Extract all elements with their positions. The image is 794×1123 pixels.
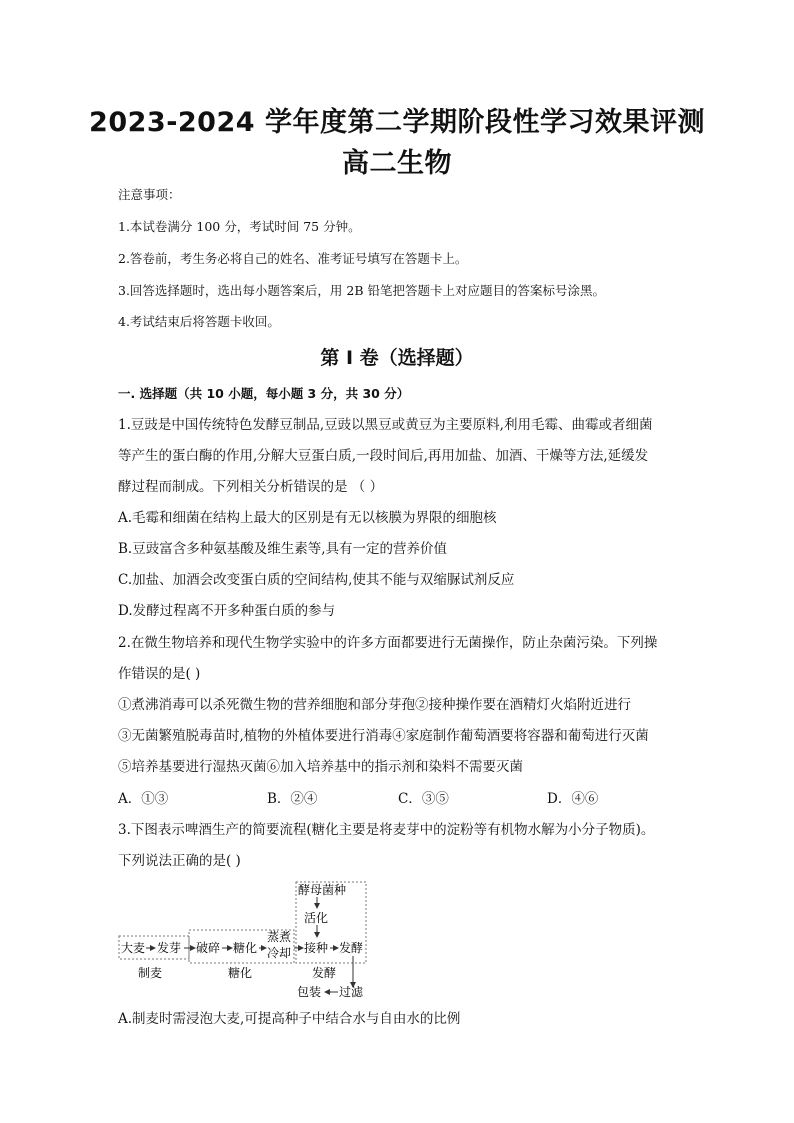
q2-option-c: C．③⑤ [398,791,449,807]
q3-stem-line: 下列说法正确的是( ) [118,853,241,869]
saccharify-label: 糖化 [233,941,258,955]
q1-stem-line: 1.豆豉是中国传统特色发酵豆制品,豆豉以黑豆或黄豆为主要原料,利用毛霉、曲霉或者细菌 [118,417,653,433]
steam-label: 蒸煮 [267,930,292,944]
package-label: 包装 [297,985,322,999]
section-title: 第 I 卷（选择题） [320,347,474,369]
q1-stem-line: 酵过程而制成。下列相关分析错误的是 （ ） [118,479,384,495]
q1-stem-line: 等产生的蛋白酶的作用,分解大豆蛋白质,一段时间后,再用加盐、加酒、干燥等方法,延缓发 [118,448,649,464]
cool-label: 冷却 [267,946,292,960]
note-item: 2.答卷前，考生务必将自己的姓名、准考证号填写在答题卡上。 [118,251,468,266]
beer-process-diagram [110,875,380,1000]
crush-label: 破碎 [196,941,221,955]
q3-stem-line: 3.下图表示啤酒生产的简要流程(糖化主要是将麦芽中的淀粉等有机物水解为小分子物质)。 [118,822,655,838]
q1-option-b: B.豆豉富含多种氨基酸及维生素等,具有一定的营养价值 [118,541,448,557]
q2-statement: ⑤培养基要进行湿热灭菌⑥加入培养基中的指示剂和染料不需要灭菌 [118,759,523,775]
q3-option-a: A.制麦时需浸泡大麦,可提高种子中结合水与自由水的比例 [118,1011,461,1027]
activate-label: 活化 [304,911,329,925]
q2-stem-line: 2.在微生物培养和现代生物学实验中的许多方面都要进行无菌操作，防止杂菌污染。下列操 [118,635,658,651]
q2-option-b: B．②④ [267,791,318,807]
yeast-label: 酵母菌种 [298,883,347,897]
section-subtitle: 一. 选择题（共 10 小题，每小题 3 分，共 30 分） [118,386,410,401]
q1-option-a: A.毛霉和细菌在结构上最大的区别是有无以核膜为界限的细胞核 [118,510,497,526]
ferment-label: 发酵 [339,941,364,955]
sprout-label: 发芽 [157,941,182,955]
stage-fermentation: 发酵 [312,966,337,980]
exam-subject: 高二生物 [342,148,452,179]
q2-statement: ①煮沸消毒可以杀死微生物的营养细胞和部分芽孢②接种操作要在酒精灯火焰附近进行 [118,697,631,713]
q2-statement: ③无菌繁殖脱毒苗时,植物的外植体要进行消毒④家庭制作葡萄酒要将容器和葡萄进行灭菌 [118,728,649,744]
q1-option-d: D.发酵过程离不开多种蛋白质的参与 [118,603,336,619]
notes-heading: 注意事项： [118,187,181,202]
exam-title: 2023-2024 学年度第二学期阶段性学习效果评测 [89,107,705,138]
note-item: 1.本试卷满分 100 分，考试时间 75 分钟。 [118,219,361,234]
q2-option-d: D．④⑥ [547,791,599,807]
q2-option-a: A．①③ [118,791,169,807]
q2-stem-line: 作错误的是( ) [118,666,201,682]
note-item: 3.回答选择题时，选出每小题答案后，用 2B 铅笔把答题卡上对应题目的答案标号涂黑。 [118,283,606,298]
stage-malting: 制麦 [138,966,163,980]
filter-label: 过滤 [339,985,364,999]
note-item: 4.考试结束后将答题卡收回。 [118,314,280,329]
stage-saccharification: 糖化 [228,966,253,980]
barley-label: 大麦 [121,941,146,955]
inoculate-label: 接种 [304,941,329,955]
q1-option-c: C.加盐、加酒会改变蛋白质的空间结构,使其不能与双缩脲试剂反应 [118,572,515,588]
